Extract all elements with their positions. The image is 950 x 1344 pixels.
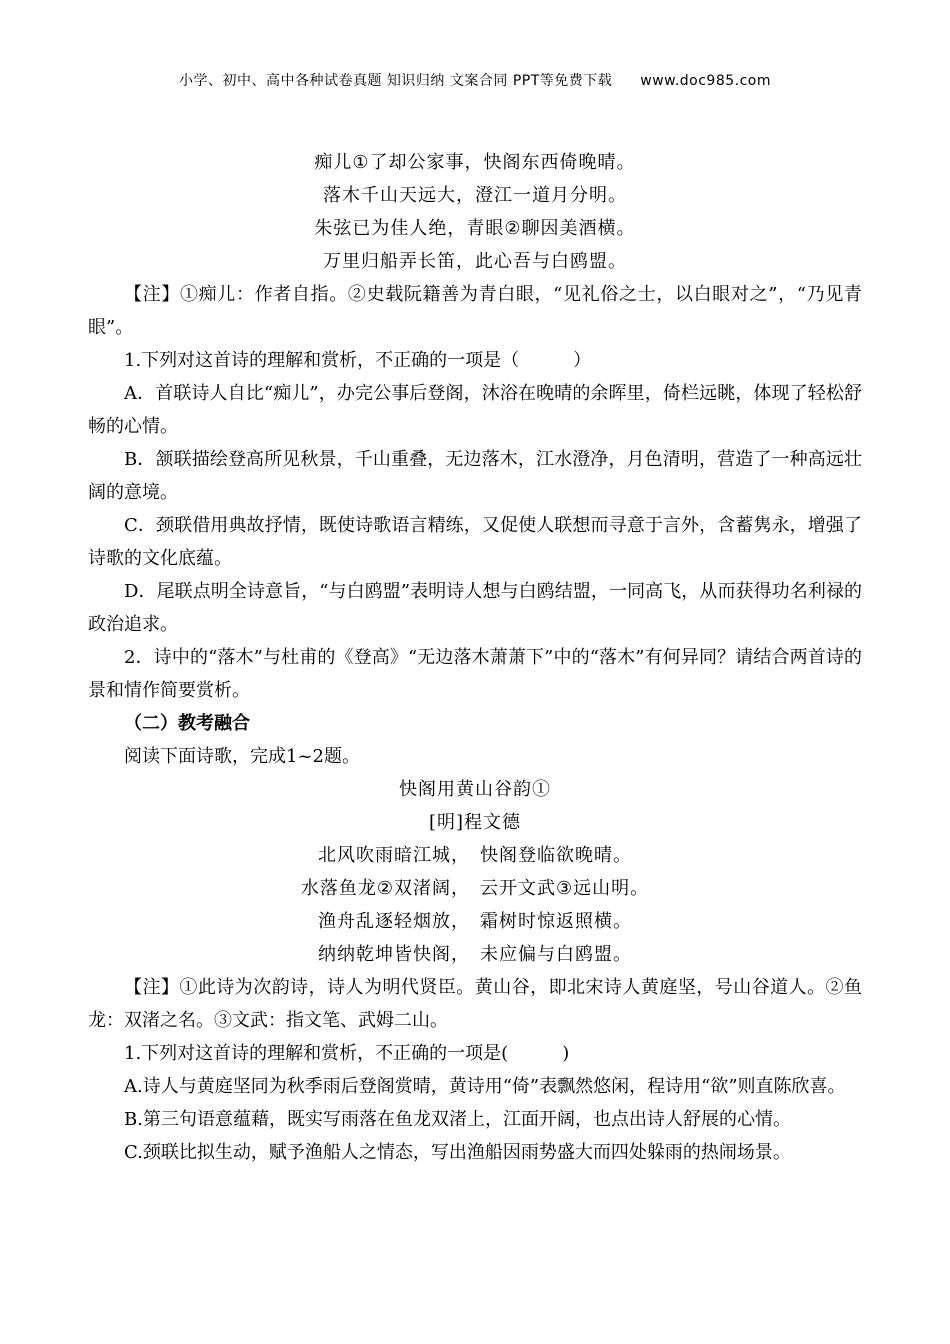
section2-option-a: A.诗人与黄庭坚同为秋季雨后登阁赏晴，黄诗用“倚”表飘然悠闲，程诗用“欲”则直陈欣喜。 bbox=[124, 1076, 846, 1097]
section2-question-1: 1.下列对这首诗的理解和赏析，不正确的一项是( ) bbox=[124, 1043, 570, 1064]
poem2-note: 【注】①此诗为次韵诗，诗人为明代贤臣。黄山谷，即北宋诗人黄庭坚，号山谷道人。②鱼龙：双渚之名。③文武：指文笔、武姆二山。 bbox=[88, 977, 862, 1031]
poem2-title: 快阁用黄山谷韵① bbox=[399, 779, 551, 800]
question-1: 1.下列对这首诗的理解和赏析，不正确的一项是（ ） bbox=[124, 350, 592, 371]
option-b: B．颔联描绘登高所见秋景，千山重叠，无边落木，江水澄净，月色清明，营造了一种高远壮阔的意境。 bbox=[88, 449, 862, 503]
poem2-line-4: 纳纳乾坤皆快阁， 未应偏与白鸥盟。 bbox=[318, 944, 632, 965]
header-text: 小学、初中、高中各种试卷真题 知识归纳 文案合同 PPT等免费下载 bbox=[178, 73, 613, 89]
poem2-line-3: 渔舟乱逐轻烟放， 霜树时惊返照横。 bbox=[318, 911, 632, 932]
poem1-line-2: 落木千山天远大，澄江一道月分明。 bbox=[323, 185, 627, 206]
section-heading: （二）教考融合 bbox=[124, 713, 250, 734]
section2-option-c: C.颈联比拟生动，赋予渔船人之情态，写出渔船因雨势盛大而四处躲雨的热闹场景。 bbox=[124, 1142, 791, 1163]
document-body bbox=[88, 146, 862, 1169]
page-header bbox=[0, 70, 950, 90]
poem2-line-1: 北风吹雨暗江城， 快阁登临欲晚晴。 bbox=[318, 845, 632, 866]
option-c: C．颈联借用典故抒情，既使诗歌语言精练，又促使人联想而寻意于言外，含蓄隽永，增强了诗歌的文化底蕴。 bbox=[88, 515, 862, 569]
section2-option-b: B.第三句语意蕴藉，既实写雨落在鱼龙双渚上，江面开阔，也点出诗人舒展的心情。 bbox=[124, 1109, 791, 1130]
section-instruction: 阅读下面诗歌，完成1~2题。 bbox=[124, 746, 360, 767]
poem2-line-2: 水落鱼龙②双渚阔， 云开文武③远山明。 bbox=[300, 878, 650, 899]
poem1-note: 【注】①痴儿：作者自指。②史载阮籍善为青白眼，“见礼俗之士，以白眼对之”，“乃见青眼”。 bbox=[88, 284, 862, 338]
poem1-line-3: 朱弦已为佳人绝，青眼②聊因美酒横。 bbox=[314, 218, 636, 239]
option-a: A．首联诗人自比“痴儿”，办完公事后登阁，沐浴在晚晴的余晖里，倚栏远眺，体现了轻松舒畅的心情。 bbox=[88, 383, 862, 437]
poem2-author: [明]程文德 bbox=[428, 812, 522, 833]
question-2: 2．诗中的“落木”与杜甫的《登高》“无边落木萧萧下”中的“落木”有何异同？请结合两首诗的景和情作简要赏析。 bbox=[88, 647, 862, 701]
option-d: D．尾联点明全诗意旨，“与白鸥盟”表明诗人想与白鸥结盟，一同高飞，从而获得功名利禄的政治追求。 bbox=[88, 581, 862, 635]
header-site-link[interactable]: www.doc985.com bbox=[640, 73, 772, 89]
poem1-line-4: 万里归船弄长笛，此心吾与白鸥盟。 bbox=[323, 251, 627, 272]
poem1-line-1: 痴儿①了却公家事，快阁东西倚晚晴。 bbox=[314, 152, 636, 173]
